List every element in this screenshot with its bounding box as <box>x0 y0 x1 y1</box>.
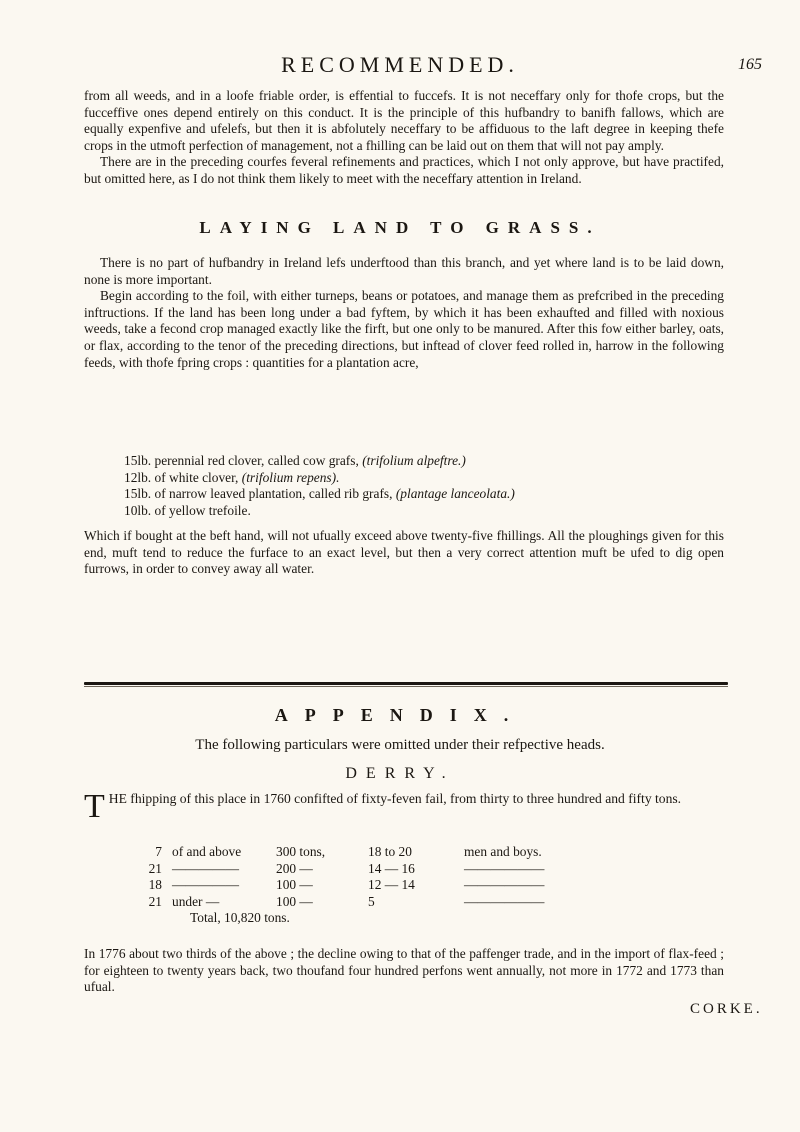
seed-latin: (trifolium alpeftre.) <box>362 453 466 468</box>
closing-block <box>84 946 724 996</box>
ship-class: under — <box>172 893 220 909</box>
section-closing <box>84 528 724 578</box>
section-paragraph-2: Begin according to the foil, with either turneps, beans or potatoes, and manage them as prefcribed in the preceding inftructions. If the land has been long under a bad fyftem, by which it has been exhaufted and filled with noxious weeds, take a fecond crop managed exactly like the firft, but one only to be manured. After this fow either barley, oats, or flax, according to the tenor of the preceding directions, but inftead of clover feed rolled in, harrow in the following feeds, with thofe fpring crops : quantities for a plantation acre, <box>84 288 724 370</box>
seed-qty: 15lb. <box>124 453 152 468</box>
page-number: 165 <box>738 56 762 73</box>
ship-class: ————— <box>172 877 239 893</box>
ship-men: 5 <box>368 893 375 909</box>
seed-qty: 12lb. <box>124 469 152 485</box>
drop-cap: T <box>84 788 105 825</box>
section-paragraph-3: Which if bought at the beft hand, will not ufually exceed above twenty-five fhillings. All the ploughings given for this end, muft tend to reduce the furface to an exact level, but then a very correct attention muft be ufed to dig open furrows, in order to convey away all water. <box>84 528 724 577</box>
seed-text: perennial red clover, called cow grafs, <box>154 453 359 468</box>
section-paragraph-1: There is no part of hufbandry in Ireland lefs underftood than this branch, and yet where land is to be laid down, none is more important. <box>84 255 724 287</box>
table-row <box>140 877 544 894</box>
ship-tons: 200 — <box>276 860 313 876</box>
table-row <box>140 844 544 861</box>
section-divider <box>84 682 728 685</box>
ship-count: 21 <box>148 893 162 909</box>
intro-paragraph-1: from all weeds, and in a loofe friable order, is effential to fuccefs. It is not neceffary only for thofe crops, but the fucceffive ones depend entirely on this conduct. It is the principle of this hufbandry to banifh fallows, which are equally expenfive and ufelefs, but then it is abfolutely neceffary to be affiduous to the laft degree in keeping thefe crops in the utmoft perfection of management, not a fhilling can be laid out on them that will not pay amply. <box>84 88 724 153</box>
section-divider-thin <box>84 686 728 687</box>
running-head: RECOMMENDED. <box>281 52 519 77</box>
ship-tail: —————— <box>464 877 545 893</box>
seed-qty: 15lb. <box>124 486 152 502</box>
seed-latin: (plantage lanceolata.) <box>395 486 515 502</box>
ship-tons: 100 — <box>276 893 313 909</box>
ship-count: 7 <box>155 844 162 859</box>
ship-count: 21 <box>148 860 162 876</box>
ship-men: 12 — 14 <box>368 877 415 893</box>
derry-heading: DERRY. <box>345 765 455 782</box>
ship-tail: —————— <box>464 893 545 909</box>
table-total: Total, 10,820 tons. <box>190 910 290 926</box>
intro-paragraph-2: There are in the preceding courfes feveral refinements and practices, which I not only approve, but have practifed, but omitted here, as I do not think them likely to meet with the neceffary attention in Ireland. <box>84 154 724 186</box>
derry-lead-text: HE fhipping of this place in 1760 confifted of fixty-feven fail, from thirty to three hundred and fifty tons. <box>108 791 682 806</box>
seed-item <box>124 503 515 520</box>
seed-item <box>124 470 515 487</box>
ship-count: 18 <box>148 877 162 893</box>
ship-tail: men and boys. <box>464 844 542 859</box>
ship-tons: 300 tons, <box>276 844 326 859</box>
seed-item <box>124 453 515 470</box>
closing-paragraph: In 1776 about two thirds of the above ; the decline owing to that of the paffenger trade, and in the import of flax-feed ; for eighteen to twenty years back, two thoufand four hundred perfons went annually, not more in 1772 and 1773 than ufual. <box>84 946 724 995</box>
ship-tail: —————— <box>464 860 545 876</box>
seed-latin: (trifolium repens). <box>241 469 340 485</box>
ship-class: ————— <box>172 860 239 876</box>
appendix-intro: The following particulars were omitted under their refpective heads. <box>195 737 605 753</box>
appendix-heading: APPENDIX. <box>274 705 526 725</box>
ship-men: 18 to 20 <box>368 844 412 859</box>
seed-list <box>124 453 515 519</box>
seed-item <box>124 486 515 503</box>
table-row <box>140 894 544 911</box>
seed-qty: 10lb. <box>124 502 152 518</box>
seed-text: of narrow leaved plantation, called rib grafs, <box>154 486 393 502</box>
ship-men: 14 — 16 <box>368 860 415 876</box>
table-row <box>140 861 544 878</box>
section-heading: LAYING LAND TO GRASS. <box>199 218 601 237</box>
ship-class: of and above <box>172 844 242 859</box>
section-block <box>84 255 724 371</box>
seed-text: of yellow trefoile. <box>154 502 251 518</box>
shipping-table <box>140 844 544 927</box>
ship-tons: 100 — <box>276 877 313 893</box>
catchword: CORKE. <box>690 1001 763 1017</box>
seed-text: of white clover, <box>154 469 239 485</box>
intro-block <box>84 88 724 188</box>
derry-lead-block <box>84 788 734 825</box>
